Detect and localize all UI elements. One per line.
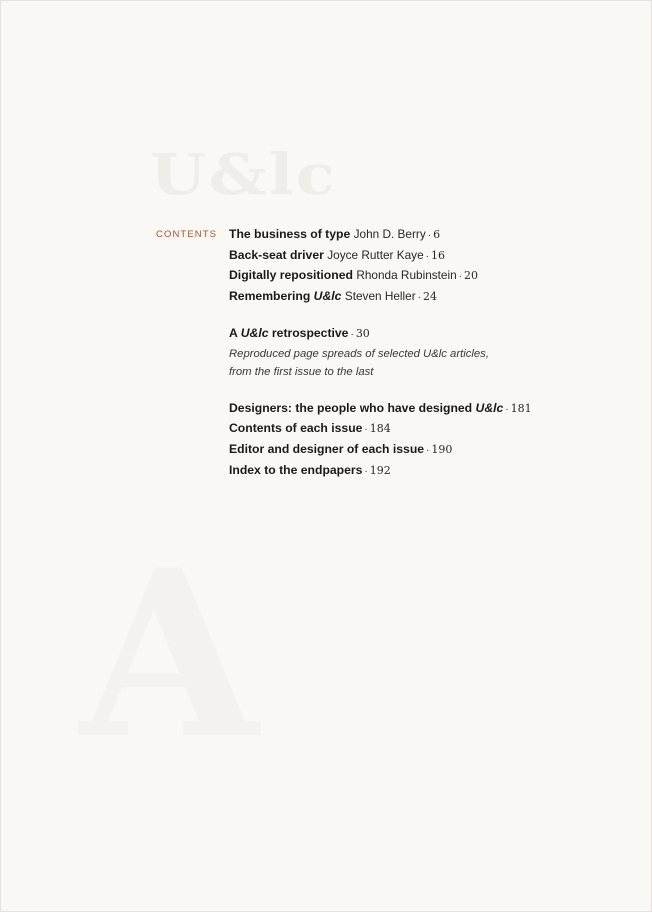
separator-dot: · <box>364 465 368 477</box>
separator-dot: · <box>417 291 422 303</box>
separator-dot: · <box>505 403 509 415</box>
entry-page-number: 20 <box>464 269 479 283</box>
table-of-contents <box>229 225 629 498</box>
toc-entry <box>229 399 629 420</box>
entry-title-text: Remembering <box>229 288 314 303</box>
entry-title: The business of type <box>229 227 351 241</box>
entry-title-italic: U&lc <box>475 400 504 415</box>
entry-title-text: Designers: the people who have designed <box>229 400 476 415</box>
toc-group-retrospective <box>229 324 629 381</box>
separator-dot: · <box>364 424 368 436</box>
entry-page-number: 192 <box>369 463 391 477</box>
toc-entry <box>229 266 629 287</box>
entry-description-line: from the first issue to the last <box>229 366 374 379</box>
entry-author: Steven Heller <box>344 288 416 303</box>
toc-entry <box>229 246 629 267</box>
entry-author: Joyce Rutter Kaye <box>327 247 424 262</box>
entry-description-line: Reproduced page spreads of selected U&lc articles, <box>229 347 489 360</box>
entry-author: Rhonda Rubinstein <box>356 268 457 283</box>
entry-title-text: A <box>229 326 241 341</box>
toc-entry <box>229 461 629 482</box>
entry-title: Editor and designer of each issue <box>229 441 425 456</box>
entry-page-number: 6 <box>433 228 441 241</box>
entry-page-number: 181 <box>510 401 532 415</box>
separator-dot: · <box>426 444 430 456</box>
entry-title-italic: U&lc <box>313 288 342 303</box>
entry-author: John D. Berry <box>353 227 426 241</box>
entry-page-number: 16 <box>430 248 445 262</box>
entry-page-number: 24 <box>423 289 438 303</box>
show-through-heading: U&lc <box>150 142 338 208</box>
toc-group-appendices <box>229 399 629 481</box>
toc-entry <box>229 225 629 246</box>
separator-dot: · <box>427 230 432 241</box>
separator-dot: · <box>425 250 429 262</box>
entry-title: Contents of each issue <box>229 421 363 436</box>
entry-title <box>229 289 341 303</box>
toc-entry <box>229 324 629 345</box>
entry-title-suffix: retrospective <box>268 326 349 341</box>
show-through-letter: A <box>80 520 259 790</box>
contents-label: CONTENTS <box>156 229 218 240</box>
entry-title <box>229 401 503 415</box>
entry-title: Index to the endpapers <box>229 462 363 477</box>
entry-title: Digitally repositioned <box>229 268 353 283</box>
separator-dot: · <box>350 329 354 341</box>
entry-page-number: 190 <box>431 442 453 456</box>
entry-page-number: 30 <box>355 327 370 341</box>
entry-title-italic: U&lc <box>240 326 269 341</box>
separator-dot: · <box>458 271 463 283</box>
toc-entry <box>229 440 629 461</box>
toc-entry <box>229 419 629 440</box>
toc-group-essays <box>229 225 629 307</box>
entry-page-number: 184 <box>369 422 391 436</box>
toc-entry <box>229 287 629 308</box>
entry-title <box>229 326 348 340</box>
entry-title: Back-seat driver <box>229 247 324 262</box>
